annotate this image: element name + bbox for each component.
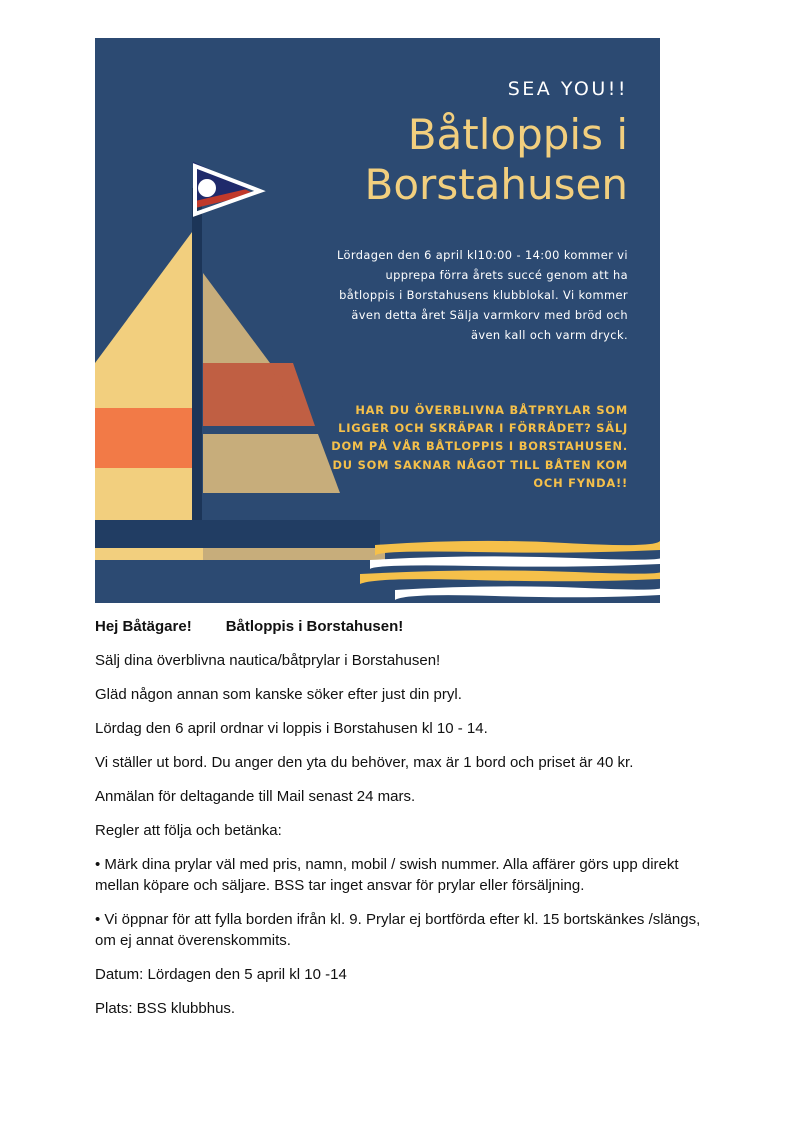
poster bbox=[95, 38, 660, 603]
event-place: Plats: BSS klubbhus. bbox=[95, 1000, 236, 1017]
paragraph-rules-heading: Regler att följa och betänka: bbox=[95, 822, 282, 839]
left-sail bbox=[95, 228, 195, 363]
paragraph-date: Lördag den 6 april ordnar vi loppis i Borstahusen kl 10 - 14. bbox=[95, 720, 488, 737]
poster-title bbox=[365, 110, 628, 210]
paragraph-signup: Anmälan för deltagande till Mail senast 24 mars. bbox=[95, 788, 416, 805]
left-sail-bottom bbox=[95, 468, 195, 520]
paragraph-tables: Vi ställer ut bord. Du anger den yta du behöver, max är 1 bord och priset är 40 kr. bbox=[95, 754, 634, 771]
event-date: Datum: Lördagen den 5 april kl 10 -14 bbox=[95, 966, 347, 983]
right-sail-top bbox=[203, 273, 270, 363]
sea-you-heading: SEA YOU!! bbox=[507, 78, 628, 100]
wave-4 bbox=[395, 586, 660, 600]
poster-call-to-action: HAR DU ÖVERBLIVNA BÅTPRYLAR SOM LIGGER OCH SKRÄPAR I FÖRRÅDET? SÄLJ DOM PÅ VÅR BÅTLOPPIS I BORSTAHUSEN. DU SOM SAKNAR NÅGOT TILL BÅTEN KOM OCH FYNDA!! bbox=[331, 403, 628, 490]
wave-2 bbox=[370, 556, 660, 569]
right-sail-divider bbox=[203, 426, 343, 434]
rule-bullet-2: • Vi öppnar för att fylla borden ifrån kl. 9. Prylar ej bortförda efter kl. 15 bortskänkes /slängs, om ej annat överenskommits. bbox=[95, 911, 701, 949]
paragraph-please: Gläd någon annan som kanske söker efter just din pryl. bbox=[95, 686, 462, 703]
wave-1 bbox=[375, 541, 660, 556]
right-sail-lower bbox=[203, 426, 340, 493]
left-sail-lower bbox=[95, 363, 195, 408]
poster-title-line1: Båtloppis i bbox=[407, 110, 628, 159]
mast bbox=[192, 188, 202, 558]
hull-stripe-1-shade bbox=[203, 548, 385, 560]
poster-title-line2: Borstahusen bbox=[364, 160, 628, 209]
poster-description: Lördagen den 6 april kl10:00 - 14:00 kommer vi upprepa förra årets succé genom att ha båtloppis i Borstahusens klubblokal. Vi kommer även detta året Sälja varmkorv med bröd och även kall och varm dryck. bbox=[336, 248, 628, 342]
letter-body bbox=[95, 616, 705, 1032]
greeting-line bbox=[95, 616, 705, 637]
greeting: Hej Båtägare! bbox=[95, 618, 192, 635]
rule-bullet-1: • Märk dina prylar väl med pris, namn, mobil / swish nummer. Alla affärer görs upp direkt mellan köpare och säljare. BSS tar inget ansvar för prylar eller försäljning. bbox=[95, 856, 679, 894]
left-sail-orange-stripe bbox=[95, 408, 195, 468]
paragraph-sell: Sälj dina överblivna nautica/båtprylar i Borstahusen! bbox=[95, 652, 441, 669]
hull-dark bbox=[95, 520, 380, 548]
greeting-title: Båtloppis i Borstahusen! bbox=[225, 618, 404, 635]
wave-3 bbox=[360, 570, 660, 584]
hull-stripe-2 bbox=[95, 560, 395, 603]
